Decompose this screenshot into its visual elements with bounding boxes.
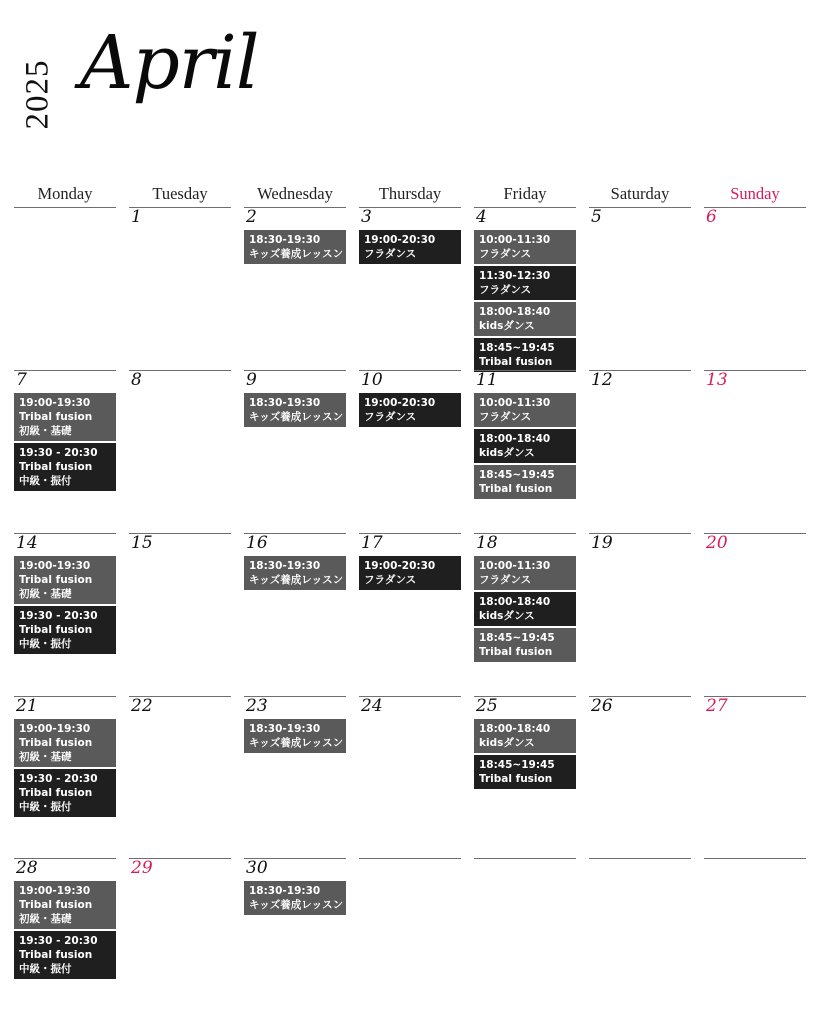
event-block[interactable] xyxy=(14,769,116,817)
event-title: 初級・基礎 xyxy=(19,913,72,925)
event-time: 18:45~19:45 xyxy=(479,632,555,644)
day-divider-line xyxy=(474,207,576,208)
day-number: 12 xyxy=(591,370,613,390)
event-time: 10:00-11:30 xyxy=(479,397,551,409)
event-block[interactable] xyxy=(359,556,461,590)
event-title: キッズ養成レッスン xyxy=(249,248,344,260)
event-title: Tribal fusion xyxy=(479,356,553,368)
event-block[interactable] xyxy=(14,443,116,491)
day-number: 24 xyxy=(361,696,383,716)
event-time: 18:30-19:30 xyxy=(249,234,321,246)
day-number: 13 xyxy=(706,370,728,390)
event-title: 初級・基礎 xyxy=(19,425,72,437)
event-title: キッズ養成レッスン xyxy=(249,737,344,749)
event-time: 19:00-19:30 xyxy=(19,723,91,735)
event-time: 18:00-18:40 xyxy=(479,306,551,318)
day-number: 1 xyxy=(131,207,142,227)
event-title: 中級・振付 xyxy=(19,963,72,975)
event-title: Tribal fusion xyxy=(19,411,93,423)
day-number: 14 xyxy=(16,533,38,553)
event-title: フラダンス xyxy=(479,284,532,296)
event-block[interactable] xyxy=(244,230,346,264)
event-time: 19:30 - 20:30 xyxy=(19,610,98,622)
event-time: 19:00-20:30 xyxy=(364,397,436,409)
month-title: April xyxy=(80,20,259,106)
day-number: 6 xyxy=(706,207,717,227)
event-block[interactable] xyxy=(474,393,576,427)
event-time: 18:30-19:30 xyxy=(249,560,321,572)
event-time: 19:30 - 20:30 xyxy=(19,773,98,785)
weekday-saturday: Saturday xyxy=(610,184,670,203)
event-block[interactable] xyxy=(244,556,346,590)
event-title: キッズ養成レッスン xyxy=(249,411,344,423)
event-title: kidsダンス xyxy=(479,737,535,749)
day-divider-line xyxy=(129,370,231,371)
day-number: 27 xyxy=(706,696,728,716)
event-title: フラダンス xyxy=(364,248,417,260)
event-time: 19:00-20:30 xyxy=(364,234,436,246)
day-number: 11 xyxy=(476,370,498,390)
event-title: Tribal fusion xyxy=(19,949,93,961)
event-title: フラダンス xyxy=(479,248,532,260)
event-time: 19:00-19:30 xyxy=(19,397,91,409)
event-title: フラダンス xyxy=(364,411,417,423)
day-number: 16 xyxy=(246,533,268,553)
day-number: 10 xyxy=(361,370,383,390)
event-time: 18:30-19:30 xyxy=(249,723,321,735)
event-block[interactable] xyxy=(14,931,116,979)
day-divider-line xyxy=(14,370,116,371)
event-title: Tribal fusion xyxy=(19,624,93,636)
event-time: 18:00-18:40 xyxy=(479,433,551,445)
event-title: kidsダンス xyxy=(479,610,535,622)
event-block[interactable] xyxy=(14,719,116,767)
event-time: 18:00-18:40 xyxy=(479,723,551,735)
event-title: フラダンス xyxy=(479,574,532,586)
event-block[interactable] xyxy=(244,881,346,915)
event-title: Tribal fusion xyxy=(19,574,93,586)
day-divider-line xyxy=(704,858,806,859)
event-title: フラダンス xyxy=(479,411,532,423)
event-block[interactable] xyxy=(474,266,576,300)
day-number: 19 xyxy=(591,533,613,553)
event-title: kidsダンス xyxy=(479,447,535,459)
event-block[interactable] xyxy=(244,719,346,753)
event-block[interactable] xyxy=(474,556,576,590)
day-number: 30 xyxy=(246,858,268,878)
weekday-monday: Monday xyxy=(37,184,93,203)
event-block[interactable] xyxy=(474,338,576,372)
day-divider-line xyxy=(244,370,346,371)
event-title: 中級・振付 xyxy=(19,475,72,487)
event-time: 19:00-19:30 xyxy=(19,560,91,572)
event-time: 18:45~19:45 xyxy=(479,342,555,354)
event-title: Tribal fusion xyxy=(19,899,93,911)
day-number: 29 xyxy=(131,858,153,878)
day-divider-line xyxy=(474,858,576,859)
event-block[interactable] xyxy=(474,719,576,753)
day-number: 2 xyxy=(246,207,257,227)
day-number: 28 xyxy=(16,858,38,878)
day-number: 5 xyxy=(591,207,602,227)
event-block[interactable] xyxy=(474,592,576,626)
weekday-wednesday: Wednesday xyxy=(257,184,333,203)
event-time: 10:00-11:30 xyxy=(479,560,551,572)
event-block[interactable] xyxy=(14,393,116,441)
event-time: 19:30 - 20:30 xyxy=(19,447,98,459)
event-time: 18:00-18:40 xyxy=(479,596,551,608)
day-number: 15 xyxy=(131,533,153,553)
event-title: Tribal fusion xyxy=(479,773,553,785)
event-block[interactable] xyxy=(474,628,576,662)
event-title: kidsダンス xyxy=(479,320,535,332)
event-block[interactable] xyxy=(474,230,576,264)
day-number: 21 xyxy=(16,696,38,716)
day-number: 8 xyxy=(131,370,142,390)
event-block[interactable] xyxy=(474,755,576,789)
event-time: 18:45~19:45 xyxy=(479,469,555,481)
event-time: 18:45~19:45 xyxy=(479,759,555,771)
event-time: 19:00-19:30 xyxy=(19,885,91,897)
event-title: Tribal fusion xyxy=(19,461,93,473)
event-block[interactable] xyxy=(474,429,576,463)
event-title: Tribal fusion xyxy=(19,787,93,799)
day-divider-line xyxy=(589,207,691,208)
day-divider-line xyxy=(129,207,231,208)
day-number: 20 xyxy=(706,533,728,553)
day-divider-line xyxy=(14,207,116,208)
day-number: 18 xyxy=(476,533,498,553)
event-block[interactable] xyxy=(359,230,461,264)
day-number: 3 xyxy=(361,207,372,227)
day-divider-line xyxy=(589,858,691,859)
event-block[interactable] xyxy=(474,302,576,336)
event-title: フラダンス xyxy=(364,574,417,586)
event-time: 19:00-20:30 xyxy=(364,560,436,572)
event-title: Tribal fusion xyxy=(19,737,93,749)
weekday-sunday: Sunday xyxy=(730,184,780,203)
event-title: キッズ養成レッスン xyxy=(249,899,344,911)
day-number: 23 xyxy=(246,696,268,716)
event-block[interactable] xyxy=(359,393,461,427)
event-block[interactable] xyxy=(244,393,346,427)
event-title: Tribal fusion xyxy=(479,646,553,658)
event-title: 初級・基礎 xyxy=(19,588,72,600)
weekday-thursday: Thursday xyxy=(378,184,442,203)
year-label: 2025 xyxy=(19,59,56,130)
event-block[interactable] xyxy=(14,881,116,929)
day-number: 7 xyxy=(16,370,27,390)
weekday-tuesday: Tuesday xyxy=(152,184,208,203)
day-divider-line xyxy=(359,858,461,859)
event-title: 中級・振付 xyxy=(19,801,72,813)
event-time: 11:30-12:30 xyxy=(479,270,551,282)
event-time: 19:30 - 20:30 xyxy=(19,935,98,947)
day-number: 26 xyxy=(591,696,613,716)
day-number: 9 xyxy=(246,370,257,390)
day-number: 22 xyxy=(131,696,153,716)
event-block[interactable] xyxy=(14,556,116,604)
event-time: 10:00-11:30 xyxy=(479,234,551,246)
event-title: Tribal fusion xyxy=(479,483,553,495)
day-number: 17 xyxy=(361,533,383,553)
event-time: 18:30-19:30 xyxy=(249,397,321,409)
day-number: 4 xyxy=(476,207,487,227)
event-title: キッズ養成レッスン xyxy=(249,574,344,586)
event-block[interactable] xyxy=(14,606,116,654)
day-divider-line xyxy=(244,207,346,208)
day-divider-line xyxy=(359,207,461,208)
day-number: 25 xyxy=(476,696,498,716)
event-title: 中級・振付 xyxy=(19,638,72,650)
event-block[interactable] xyxy=(474,465,576,499)
day-divider-line xyxy=(704,207,806,208)
event-title: 初級・基礎 xyxy=(19,751,72,763)
event-time: 18:30-19:30 xyxy=(249,885,321,897)
weekday-friday: Friday xyxy=(503,184,547,203)
